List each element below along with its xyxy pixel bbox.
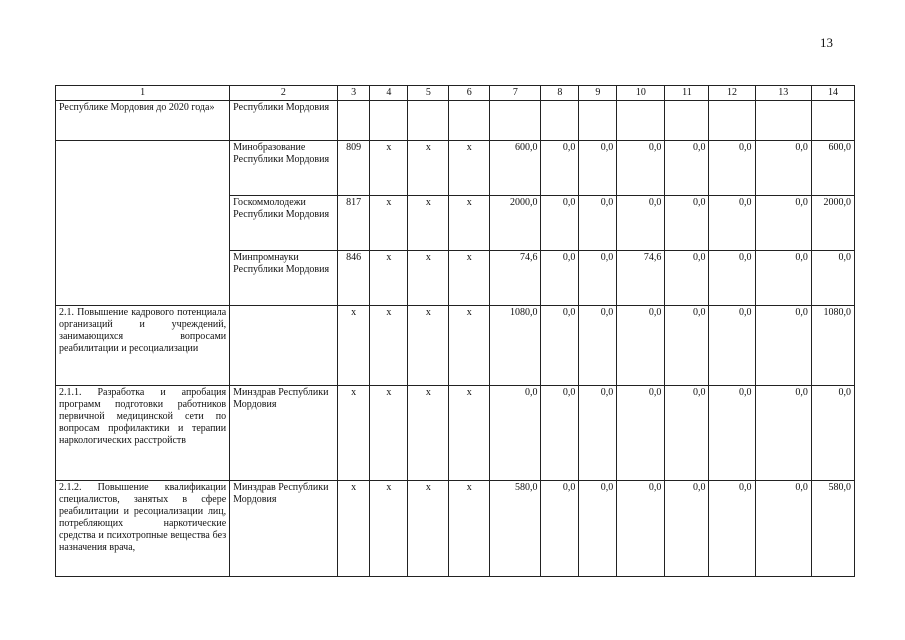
cell-value: 580,0 — [490, 481, 541, 577]
cell-value: 1080,0 — [490, 306, 541, 386]
cell-value — [709, 101, 755, 141]
cell-value: 0,0 — [541, 481, 579, 577]
cell-value: 0,0 — [755, 386, 811, 481]
column-header: 6 — [449, 86, 490, 101]
cell-value: x — [408, 251, 449, 306]
cell-value: x — [370, 251, 408, 306]
cell-value: 2000,0 — [490, 196, 541, 251]
cell-value: x — [408, 481, 449, 577]
cell-value: x — [337, 306, 370, 386]
cell-value: 0,0 — [617, 386, 665, 481]
cell-value — [490, 101, 541, 141]
column-header: 3 — [337, 86, 370, 101]
cell-name: 2.1.1. Разработка и апробация программ подготовки работников первичной медицинской сети по вопросам профилактики и терапии наркологических расстройств — [56, 386, 230, 481]
cell-value: 0,0 — [709, 251, 755, 306]
cell-value: x — [449, 141, 490, 196]
cell-value: 0,0 — [579, 306, 617, 386]
cell-value: 600,0 — [490, 141, 541, 196]
cell-value: 0,0 — [755, 306, 811, 386]
table-row — [56, 481, 855, 577]
cell-value — [811, 101, 854, 141]
cell-value: x — [370, 481, 408, 577]
table-row — [56, 386, 855, 481]
cell-value: x — [370, 196, 408, 251]
cell-value: x — [408, 196, 449, 251]
cell-value: x — [449, 306, 490, 386]
cell-value: 0,0 — [709, 196, 755, 251]
cell-executor: Минздрав Республики Мордовия — [230, 386, 338, 481]
cell-value: 0,0 — [617, 306, 665, 386]
cell-value: 600,0 — [811, 141, 854, 196]
cell-value: x — [449, 386, 490, 481]
cell-value: x — [337, 481, 370, 577]
column-header: 10 — [617, 86, 665, 101]
cell-value: 0,0 — [665, 251, 709, 306]
cell-value: 0,0 — [617, 141, 665, 196]
cell-value: 0,0 — [617, 481, 665, 577]
budget-table — [55, 85, 855, 577]
cell-value: 0,0 — [709, 141, 755, 196]
cell-value: 0,0 — [755, 196, 811, 251]
cell-name: 2.1.2. Повышение квалификации специалистов, занятых в сфере реабилитации и ресоциализации лиц, потребляющих наркотические средства и психотропные вещества без назначения врача, — [56, 481, 230, 577]
cell-value: 817 — [337, 196, 370, 251]
cell-value: 0,0 — [665, 481, 709, 577]
page-number: 13 — [820, 35, 833, 50]
cell-value: x — [370, 386, 408, 481]
column-header: 8 — [541, 86, 579, 101]
cell-value: 0,0 — [541, 306, 579, 386]
table-row — [56, 141, 855, 196]
cell-value — [617, 101, 665, 141]
cell-name — [56, 141, 230, 306]
cell-value: x — [449, 196, 490, 251]
cell-value: 0,0 — [755, 481, 811, 577]
cell-value — [579, 101, 617, 141]
cell-value: 74,6 — [617, 251, 665, 306]
cell-value: 0,0 — [811, 251, 854, 306]
cell-value: x — [408, 306, 449, 386]
column-header: 4 — [370, 86, 408, 101]
cell-value: 0,0 — [665, 141, 709, 196]
column-header: 7 — [490, 86, 541, 101]
cell-value: 0,0 — [541, 196, 579, 251]
column-header: 9 — [579, 86, 617, 101]
cell-value: 0,0 — [811, 386, 854, 481]
cell-value: x — [408, 141, 449, 196]
cell-value — [370, 101, 408, 141]
column-header: 14 — [811, 86, 854, 101]
column-header: 2 — [230, 86, 338, 101]
cell-value: 0,0 — [755, 141, 811, 196]
cell-value — [337, 101, 370, 141]
cell-value: x — [408, 386, 449, 481]
cell-executor: Республики Мордовия — [230, 101, 338, 141]
cell-value: 0,0 — [709, 386, 755, 481]
cell-value: 0,0 — [541, 386, 579, 481]
cell-value — [665, 101, 709, 141]
cell-value: 0,0 — [579, 386, 617, 481]
cell-value: 74,6 — [490, 251, 541, 306]
cell-value: 0,0 — [665, 386, 709, 481]
cell-value: 0,0 — [579, 251, 617, 306]
cell-value: 0,0 — [541, 251, 579, 306]
cell-value: 0,0 — [490, 386, 541, 481]
column-header: 13 — [755, 86, 811, 101]
column-header: 12 — [709, 86, 755, 101]
cell-value: 0,0 — [709, 306, 755, 386]
cell-name: 2.1. Повышение кадрового потенциала организаций и учреждений, занимающихся вопросами реабилитации и ресоциализации — [56, 306, 230, 386]
cell-value: x — [370, 141, 408, 196]
table-row — [56, 306, 855, 386]
cell-executor: Минздрав Республики Мордовия — [230, 481, 338, 577]
cell-value: 1080,0 — [811, 306, 854, 386]
cell-value — [755, 101, 811, 141]
cell-value: 0,0 — [617, 196, 665, 251]
header-row — [56, 86, 855, 101]
column-header: 1 — [56, 86, 230, 101]
table-row — [56, 101, 855, 141]
cell-value — [449, 101, 490, 141]
cell-value: 0,0 — [541, 141, 579, 196]
cell-value — [408, 101, 449, 141]
cell-executor: Госкоммолодежи Республики Мордовия — [230, 196, 338, 251]
cell-value: 2000,0 — [811, 196, 854, 251]
cell-value: 0,0 — [579, 141, 617, 196]
cell-value: 0,0 — [579, 196, 617, 251]
cell-value: x — [449, 481, 490, 577]
column-header: 11 — [665, 86, 709, 101]
cell-value: x — [449, 251, 490, 306]
cell-value: 0,0 — [665, 196, 709, 251]
cell-value: 0,0 — [665, 306, 709, 386]
cell-value: 0,0 — [755, 251, 811, 306]
cell-value — [541, 101, 579, 141]
cell-executor: Минобразование Республики Мордовия — [230, 141, 338, 196]
cell-name: Республике Мордовия до 2020 года» — [56, 101, 230, 141]
cell-executor — [230, 306, 338, 386]
cell-value: 809 — [337, 141, 370, 196]
cell-value: 580,0 — [811, 481, 854, 577]
cell-value: 0,0 — [709, 481, 755, 577]
column-header: 5 — [408, 86, 449, 101]
cell-value: x — [370, 306, 408, 386]
cell-value: x — [337, 386, 370, 481]
cell-value: 846 — [337, 251, 370, 306]
cell-value: 0,0 — [579, 481, 617, 577]
cell-executor: Минпромнауки Республики Мордовия — [230, 251, 338, 306]
